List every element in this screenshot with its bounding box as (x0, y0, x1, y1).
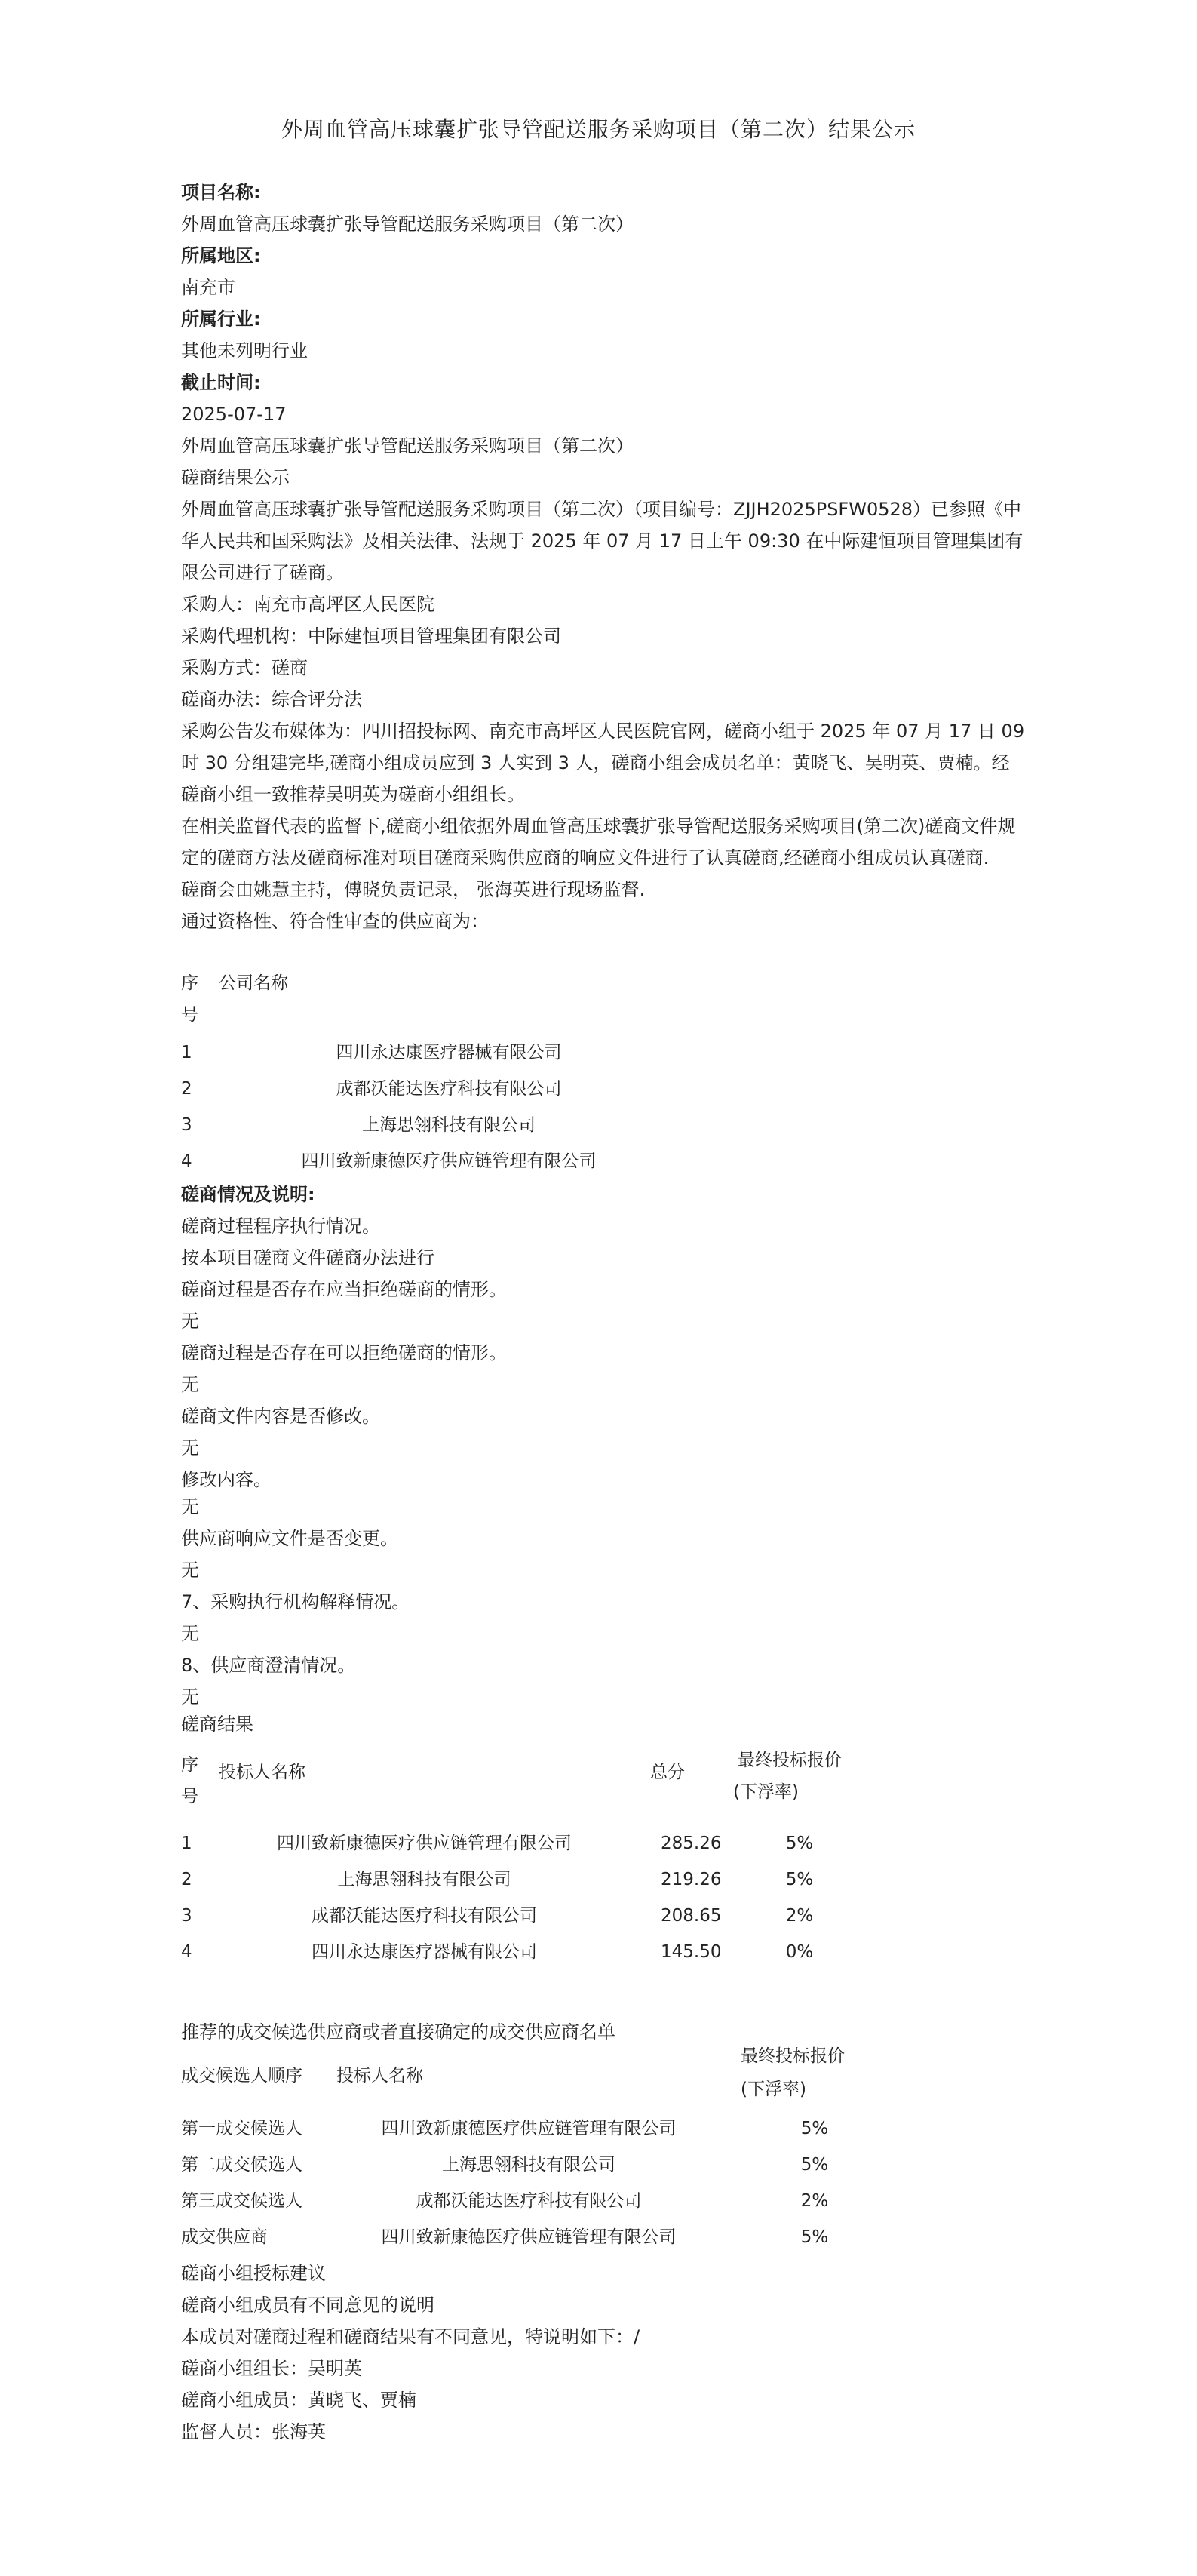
situation-line: 无 (181, 1623, 199, 1644)
situation-line: 7、采购执行机构解释情况。 (181, 1591, 410, 1612)
table-row-order: 第三成交候选人 (181, 2191, 302, 2211)
qualified-col-company: 公司名称 (219, 973, 288, 993)
situation-line: 无 (181, 1496, 199, 1517)
result-col-score: 总分 (650, 1763, 685, 1782)
situation-line: 磋商过程是否存在可以拒绝磋商的情形。 (181, 1342, 507, 1363)
result-col-price: 最终投标报价 (738, 1751, 842, 1770)
qualified-intro: 通过资格性、符合性审查的供应商为： (181, 911, 489, 932)
table-row-rate: 5% (785, 1834, 814, 1853)
footer-line: 磋商小组授标建议 (181, 2263, 326, 2284)
region: 南充市 (181, 277, 235, 298)
table-row-rate: 5% (800, 2119, 829, 2138)
announcement-body (181, 430, 1026, 937)
situation-line: 8、供应商澄清情况。 (181, 1655, 356, 1676)
table-row-seq: 3 (181, 1906, 192, 1926)
page-title: 外周血管高压球囊扩张导管配送服务采购项目（第二次）结果公示 (281, 117, 916, 142)
supervisor-line: 监督人员：张海英 (181, 2421, 326, 2442)
host-line: 磋商会由姚慧主持，傅晓负责记录， 张海英进行现场监督. (181, 879, 646, 900)
table-row-order: 第二成交候选人 (181, 2155, 302, 2175)
table-row-bidder: 上海思翎科技有限公司 (337, 1870, 511, 1889)
table-row-bidder: 上海思翎科技有限公司 (442, 2155, 615, 2175)
table-row-rate: 0% (785, 1942, 814, 1962)
table-row-company: 四川永达康医疗器械有限公司 (336, 1043, 562, 1062)
recommend-heading: 推荐的成交候选供应商或者直接确定的成交供应商名单 (181, 2021, 615, 2043)
situation-line: 供应商响应文件是否变更。 (181, 1528, 398, 1549)
table-row-rate: 5% (800, 2155, 829, 2175)
deadline-label: 截止时间: (181, 372, 261, 393)
situation-line: 无 (181, 1374, 199, 1395)
purchaser-line: 采购人：南充市高坪区人民医院 (181, 594, 434, 615)
deadline: 2025-07-17 (181, 404, 287, 425)
table-row-rate: 2% (800, 2191, 829, 2211)
intro-paragraph: 外周血管高压球囊扩张导管配送服务采购项目（第二次）（项目编号：ZJJH2025PSFW0528）已参照《中华人民共和国采购法》及相关法律、法规于 2025 年 07 月 17 日上午 09:30 在中际建恒项目管理集团有限公司进行了磋商。 (181, 499, 1024, 583)
table-row-seq: 2 (181, 1079, 192, 1099)
situation-line: 无 (181, 1560, 199, 1581)
situation-line: 磋商过程是否存在应当拒绝磋商的情形。 (181, 1279, 507, 1300)
supervision-paragraph: 在相关监督代表的监督下,磋商小组依据外周血管高压球囊扩张导管配送服务采购项目(第二次)磋商文件规定的磋商方法及磋商标准对项目磋商采购供应商的响应文件进行了认真磋商,经磋商小组成员认真磋商. (181, 816, 1016, 868)
situation-line: 按本项目磋商文件磋商办法进行 (181, 1247, 434, 1268)
table-row-company: 上海思翎科技有限公司 (362, 1115, 536, 1135)
recommend-col-order: 成交候选人顺序 (181, 2066, 302, 2086)
situation-line: 无 (181, 1311, 199, 1332)
subtitle-result: 磋商结果公示 (181, 467, 290, 488)
recommend-col-rate: (下浮率) (741, 2080, 806, 2099)
table-row-bidder: 四川致新康德医疗供应链管理有限公司 (381, 2227, 677, 2247)
situation-line: 修改内容。 (181, 1469, 272, 1490)
situation-line: 无 (181, 1686, 199, 1708)
project-name-label: 项目名称: (181, 182, 261, 203)
table-row-score: 285.26 (661, 1834, 722, 1853)
table-row-seq: 4 (181, 1151, 192, 1171)
result-col-bidder: 投标人名称 (219, 1763, 305, 1782)
result-col-seq: 序号 (181, 1755, 198, 1806)
table-row-rate: 2% (785, 1906, 814, 1926)
situation-line: 磋商结果 (181, 1714, 253, 1735)
leader-line: 磋商小组组长：吴明英 (181, 2358, 362, 2379)
qualified-col-seq: 序号 (181, 973, 198, 1025)
table-row-bidder: 成都沃能达医疗科技有限公司 (312, 1906, 537, 1926)
table-row-company: 成都沃能达医疗科技有限公司 (336, 1079, 562, 1099)
footer-line: 本成员对磋商过程和磋商结果有不同意见，特说明如下：/ (181, 2326, 640, 2347)
table-row-score: 208.65 (661, 1906, 722, 1926)
table-row-seq: 4 (181, 1942, 192, 1962)
region-label: 所属地区: (181, 245, 261, 266)
industry: 其他未列明行业 (181, 340, 308, 361)
subtitle-project: 外周血管高压球囊扩张导管配送服务采购项目（第二次） (181, 435, 634, 456)
table-row-order: 成交供应商 (181, 2227, 268, 2247)
situation-line: 磋商过程程序执行情况。 (181, 1216, 380, 1237)
table-row-order: 第一成交候选人 (181, 2119, 302, 2138)
method-line: 采购方式：磋商 (181, 657, 308, 678)
table-row-bidder: 四川致新康德医疗供应链管理有限公司 (277, 1834, 572, 1853)
table-row-seq: 3 (181, 1115, 192, 1135)
situation-line: 磋商文件内容是否修改。 (181, 1406, 380, 1427)
table-row-rate: 5% (800, 2227, 829, 2247)
table-row-company: 四川致新康德医疗供应链管理有限公司 (301, 1151, 597, 1171)
evaluation-line: 磋商办法：综合评分法 (181, 689, 362, 710)
table-row-score: 219.26 (661, 1870, 722, 1889)
project-name: 外周血管高压球囊扩张导管配送服务采购项目（第二次） (181, 214, 634, 235)
situation-line: 无 (181, 1437, 199, 1459)
table-row-rate: 5% (785, 1870, 814, 1889)
industry-label: 所属行业: (181, 309, 261, 330)
footer-line: 磋商小组成员有不同意见的说明 (181, 2295, 434, 2316)
table-row-bidder: 成都沃能达医疗科技有限公司 (416, 2191, 642, 2211)
situation-heading: 磋商情况及说明: (181, 1184, 315, 1205)
result-col-rate: (下浮率) (733, 1782, 799, 1802)
recommend-col-bidder: 投标人名称 (336, 2066, 423, 2086)
table-row-seq: 2 (181, 1870, 192, 1889)
media-paragraph: 采购公告发布媒体为：四川招投标网、南充市高坪区人民医院官网，磋商小组于 2025 年 07 月 17 日 09 时 30 分组建完毕,磋商小组成员应到 3 人实到 3 人，磋商小组会成员名单：黄晓飞、吴明英、贾楠。经磋商小组一致推荐吴明英为磋商小组组长。 (181, 721, 1025, 805)
table-row-score: 145.50 (661, 1942, 722, 1962)
table-row-seq: 1 (181, 1043, 192, 1062)
table-row-seq: 1 (181, 1834, 192, 1853)
recommend-col-price: 最终投标报价 (741, 2046, 845, 2066)
table-row-bidder: 四川永达康医疗器械有限公司 (312, 1942, 537, 1962)
agency-line: 采购代理机构：中际建恒项目管理集团有限公司 (181, 626, 561, 647)
members-line: 磋商小组成员：黄晓飞、贾楠 (181, 2390, 416, 2411)
table-row-bidder: 四川致新康德医疗供应链管理有限公司 (381, 2119, 677, 2138)
